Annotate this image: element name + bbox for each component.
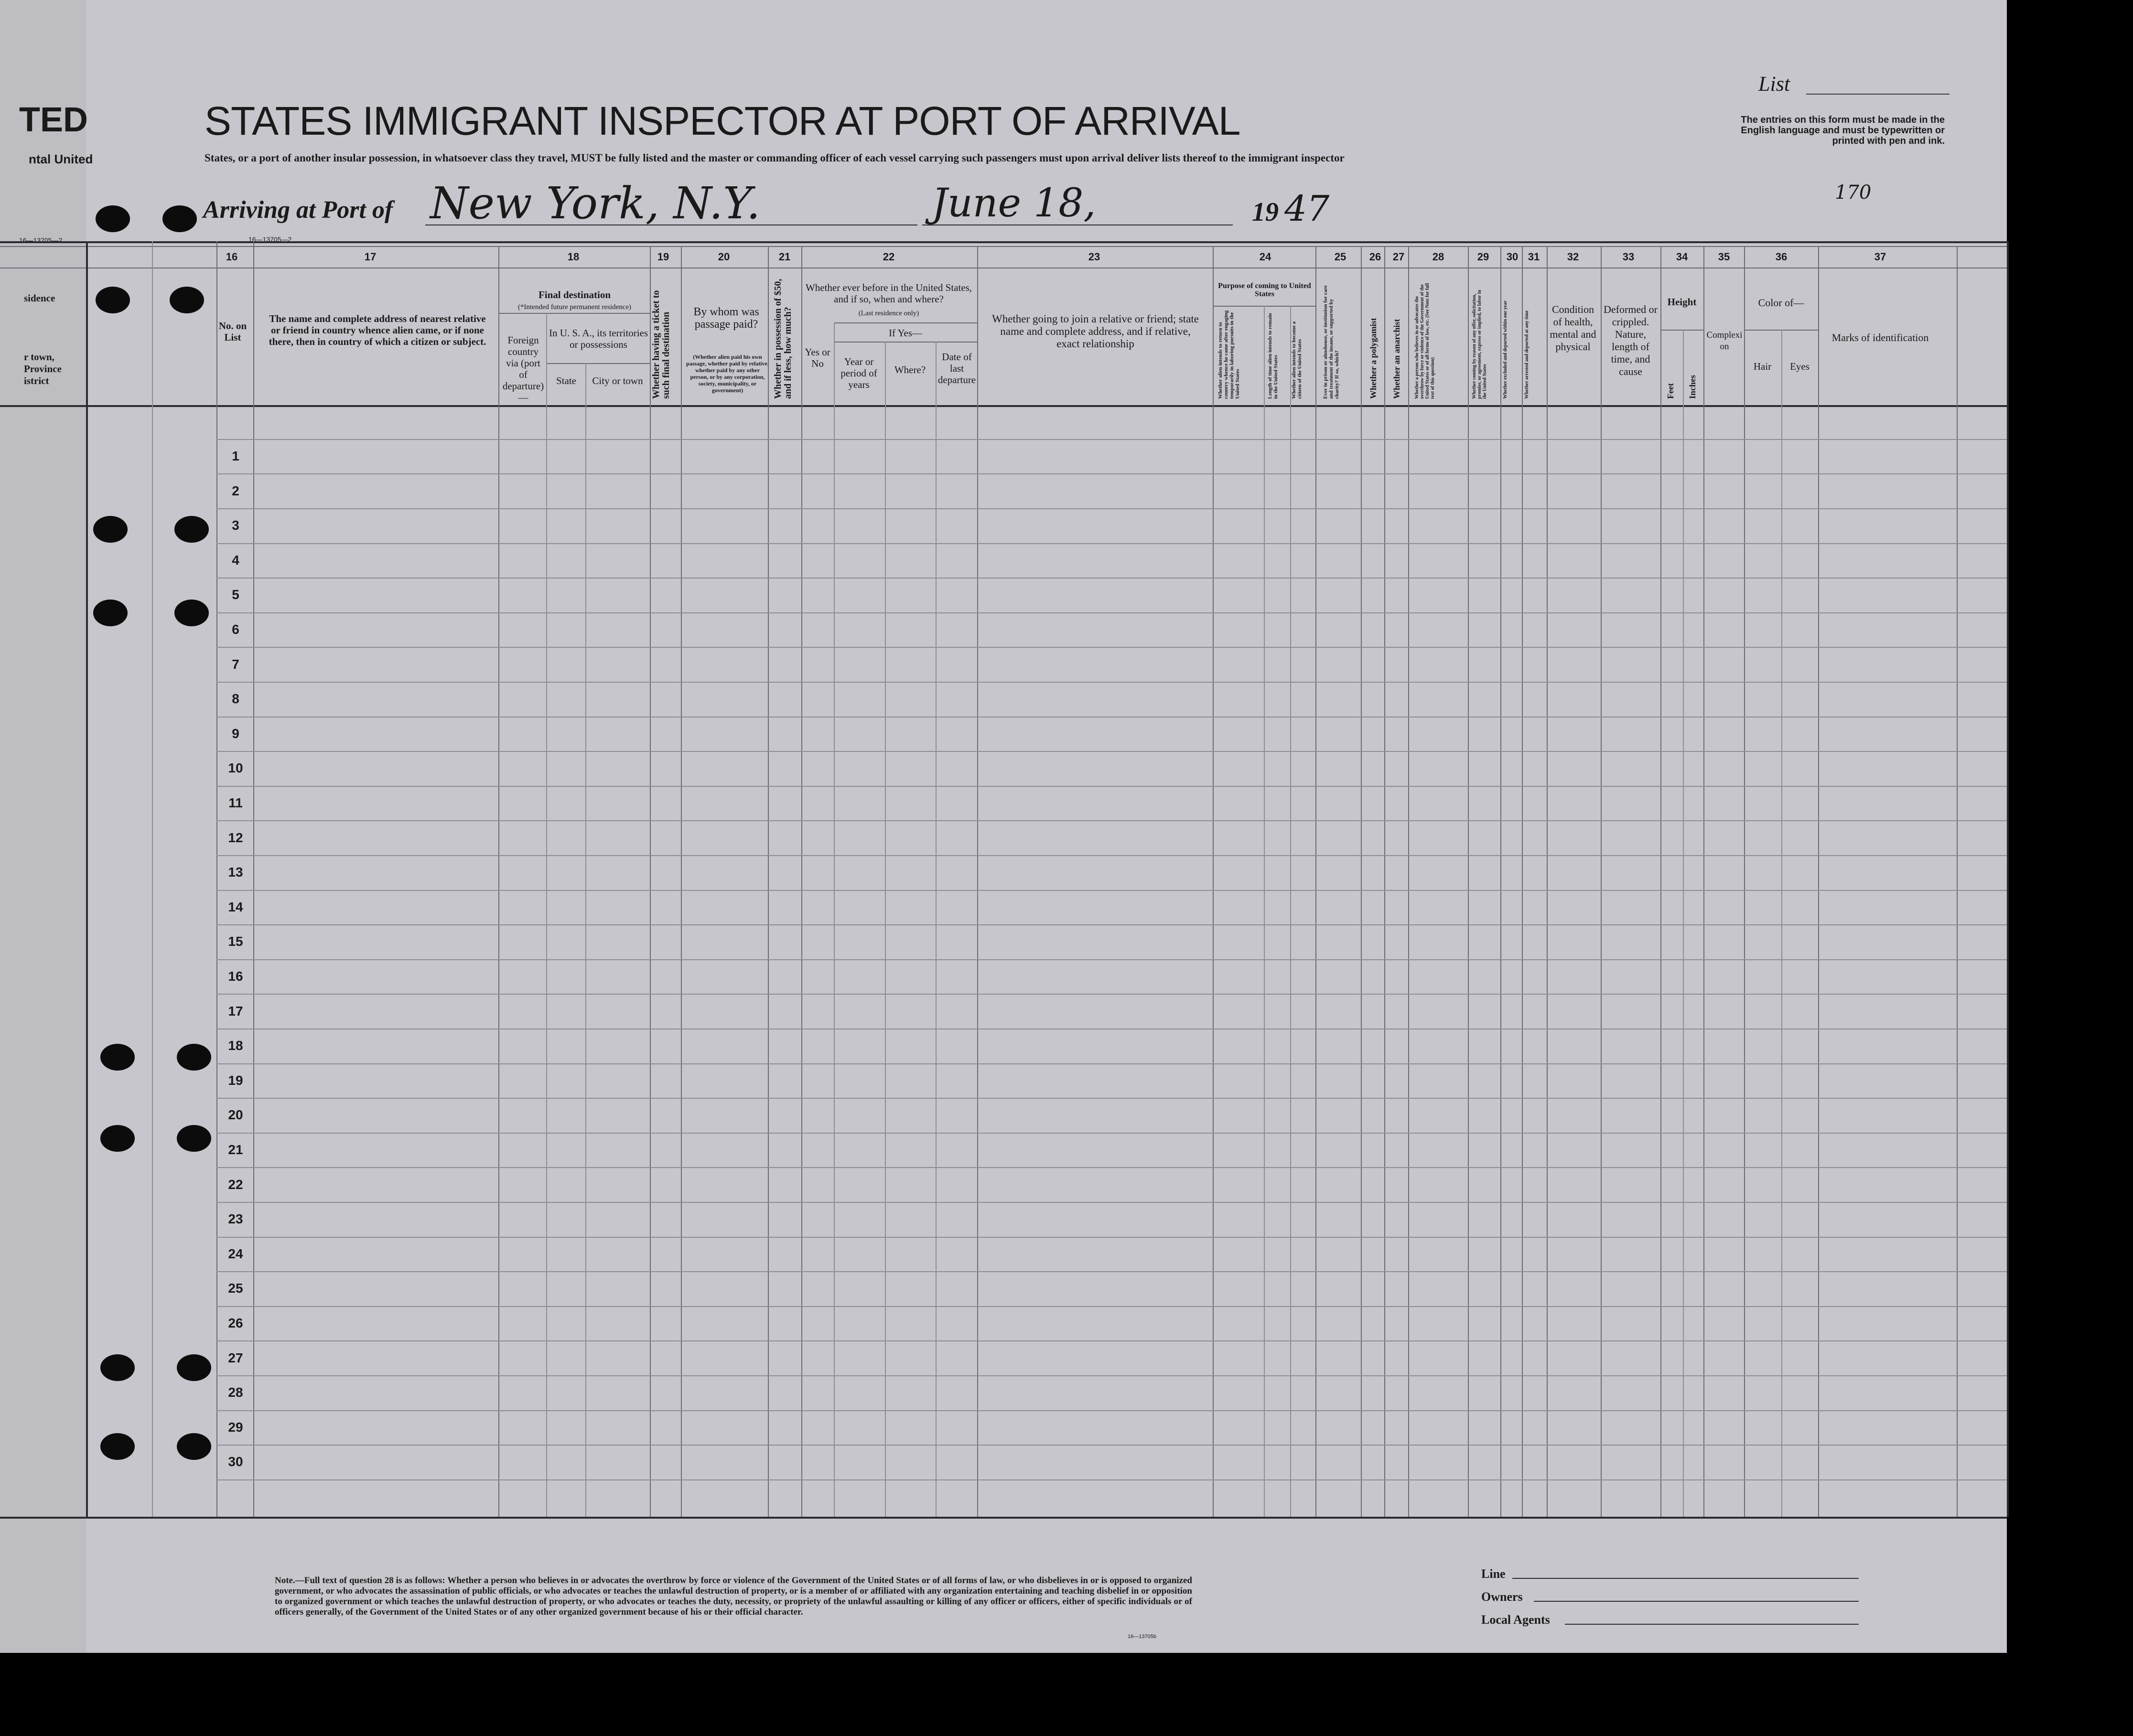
left-col-label-2: r town, — [24, 351, 54, 363]
punch-hole — [96, 205, 130, 232]
punch-hole — [93, 600, 128, 626]
col-header-36-eyes: Eyes — [1790, 361, 1810, 372]
row-rule — [216, 1306, 2007, 1307]
punch-hole — [100, 1433, 135, 1460]
column-rule — [1315, 246, 1316, 1517]
row-number: 19 — [228, 1073, 243, 1088]
col-num-24: 24 — [1259, 251, 1271, 263]
row-rule — [216, 959, 2007, 960]
partial-title: TED — [19, 101, 88, 139]
page-number: 170 — [1835, 182, 1872, 204]
row-number: 5 — [232, 587, 239, 602]
row-rule — [216, 647, 2007, 648]
punch-hole — [177, 1044, 211, 1071]
row-rule — [216, 820, 2007, 821]
column-rule — [650, 246, 651, 1517]
col-header-22-ifyes: If Yes— — [888, 327, 922, 339]
row-rule — [216, 439, 2007, 440]
col22-sub-rule-2 — [834, 342, 977, 343]
row-rule — [216, 543, 2007, 544]
col-num-17: 17 — [364, 251, 377, 263]
col-header-17: The name and complete address of nearest relative or friend in country whence alien came, or if none there, then in country of which a citizen or subject. — [269, 313, 486, 347]
row-rule — [216, 855, 2007, 856]
col-header-36-hair: Hair — [1753, 361, 1772, 372]
punch-hole — [177, 1433, 211, 1460]
row-number: 25 — [228, 1281, 243, 1296]
col-num-16: 16 — [226, 251, 238, 263]
row-rule — [216, 751, 2007, 752]
column-rule — [1703, 246, 1704, 1517]
row-rule — [216, 890, 2007, 891]
col-num-20: 20 — [718, 251, 730, 263]
column-rule — [1408, 246, 1409, 1517]
col-header-18-usa: In U. S. A., its territories or possessions — [549, 327, 648, 350]
col-num-22: 22 — [883, 251, 895, 263]
row-rule — [216, 578, 2007, 579]
col-num-27: 27 — [1392, 251, 1405, 263]
row-number: 26 — [228, 1316, 243, 1330]
row-rule — [216, 1271, 2007, 1272]
col-header-36: Color of— — [1758, 297, 1804, 309]
row-number: 7 — [232, 657, 239, 672]
row-number: 10 — [228, 761, 243, 775]
col-header-26: Whether a polygamist — [1368, 318, 1378, 399]
list-underline — [1806, 94, 1950, 95]
column-rule — [1213, 246, 1214, 1517]
punch-hole — [170, 287, 204, 313]
port-handwritten: New York, N.Y. — [430, 178, 761, 229]
page-title: STATES IMMIGRANT INSPECTOR AT PORT OF ARRIVAL — [205, 98, 1240, 143]
column-rule — [1547, 246, 1548, 1517]
punch-hole — [100, 1354, 135, 1381]
footer-note: Note.—Full text of question 28 is as follows: Whether a person who believes in or advocates the overthrow by force or violence of the Government of the United States or of all forms of law, or who disbelieves in or is opposed to organized government, or who advocates the assassination of public officials, or who advocates or teaches the unlawful destruction of property, or is a member of or affiliated with any organization entertaining and teaching disbelief in or opposition to organized government or which teaches the unlawful destruction of property, or who advocates or teaches the duty, necessity, or propriety of the unlawful assaulting or killing of any officer or officers, either of specific individuals or of officers generally, of the Government of the United States or of any other organized government because of his or their official character. — [275, 1575, 1192, 1617]
punch-hole — [93, 516, 128, 543]
agents-label: Local Agents — [1481, 1613, 1550, 1627]
row-rule — [216, 1237, 2007, 1238]
row-rule — [216, 994, 2007, 995]
row-number: 17 — [228, 1004, 243, 1018]
row-number: 3 — [232, 518, 239, 533]
col-header-16: No. on List — [218, 320, 247, 343]
column-rule — [1290, 306, 1291, 1517]
row-number: 29 — [228, 1420, 243, 1435]
row-rule — [216, 508, 2007, 509]
column-rule — [1361, 246, 1362, 1517]
column-rule — [216, 241, 217, 1517]
col-header-21: Whether in possession of $50, and if less, how much? — [773, 279, 793, 399]
col-header-20-note: (Whether alien paid his own passage, whether paid by relative, whether paid by any other person, or by any corporation, society, municipality, or government) — [686, 354, 769, 394]
row-rule — [216, 1063, 2007, 1064]
punch-hole — [100, 1044, 135, 1071]
column-rule — [1683, 330, 1684, 1517]
punch-hole — [174, 600, 209, 626]
col-header-27: Whether an anarchist — [1392, 319, 1401, 399]
col-header-25: Ever in prison or almshouse, or institution for care and treatment of the insane, or supported by charity? If so, which? — [1323, 285, 1340, 399]
col-num-28: 28 — [1432, 251, 1444, 263]
agents-underline — [1565, 1624, 1859, 1625]
row-rule — [216, 1479, 2007, 1480]
row-number: 14 — [228, 900, 243, 914]
column-rule — [1500, 246, 1501, 1517]
row-number: 1 — [232, 449, 239, 463]
row-number: 9 — [232, 726, 239, 741]
row-number: 2 — [232, 483, 239, 498]
line-label: Line — [1481, 1567, 1506, 1581]
col-num-25: 25 — [1334, 251, 1347, 263]
year-handwritten: 47 — [1284, 188, 1330, 229]
col-num-21: 21 — [778, 251, 791, 263]
instructions-note: The entries on this form must be made in the English language and must be typewritten or printed with pen and ink. — [1741, 115, 1945, 146]
col-num-32: 32 — [1567, 251, 1579, 263]
column-rule — [801, 246, 802, 1517]
row-number: 22 — [228, 1177, 243, 1192]
row-rule — [216, 717, 2007, 718]
left-col-label-1: sidence — [24, 292, 55, 304]
col-header-18-state: State — [556, 375, 576, 386]
col-header-22-departure: Date of last departure — [937, 351, 976, 386]
row-rule — [216, 612, 2007, 613]
row-rule — [216, 682, 2007, 683]
column-rule — [86, 241, 88, 1517]
table-top-rule-2 — [0, 246, 2007, 247]
col-num-18: 18 — [567, 251, 580, 263]
partial-subtitle: ntal United — [29, 152, 93, 166]
col-num-37: 37 — [1874, 251, 1886, 263]
col-header-34-inches: Inches — [1688, 375, 1697, 399]
column-rule — [977, 246, 978, 1517]
row-rule — [216, 1167, 2007, 1168]
col-header-23: Whether going to join a relative or friend; state name and complete address, and if relative, exact relationship — [991, 313, 1199, 350]
column-rule — [2007, 241, 2009, 1517]
date-handwritten: June 18, — [932, 181, 1096, 226]
punch-hole — [174, 516, 209, 543]
row-number: 21 — [228, 1142, 243, 1157]
footer-form-code: 16—13705b — [1128, 1634, 1156, 1640]
col-header-34: Height — [1667, 296, 1697, 308]
row-rule — [216, 1133, 2007, 1134]
row-number: 4 — [232, 553, 239, 568]
col-header-22: Whether ever before in the United States, and if so, when and where? — [805, 282, 972, 305]
col-header-22-where: Where? — [894, 364, 926, 375]
col-header-37: Marks of identification — [1831, 332, 1929, 343]
row-number: 6 — [232, 622, 239, 637]
col18-sub-rule — [499, 313, 650, 314]
col-header-30: Whether excluded and deported within one year — [1503, 300, 1508, 399]
sheet-main-area — [86, 0, 2007, 1653]
col-header-19: Whether having a ticket to such final destination — [651, 290, 671, 399]
column-rule — [1384, 246, 1385, 1517]
row-rule — [216, 1098, 2007, 1099]
column-rule — [1468, 246, 1469, 1517]
row-rule — [216, 924, 2007, 925]
col-header-24-citizen: Whether alien intends to become a citizen of the United States — [1291, 321, 1303, 399]
col22-sub-rule — [834, 322, 977, 323]
row-number: 23 — [228, 1211, 243, 1226]
column-rule — [585, 363, 586, 1517]
year-printed: 19 — [1252, 197, 1279, 227]
form-code-top: 16—13705—2 — [248, 236, 292, 243]
column-rule — [1522, 246, 1523, 1517]
row-number: 12 — [228, 830, 243, 845]
col-header-18-city: City or town — [592, 375, 643, 386]
row-number: 27 — [228, 1350, 243, 1365]
col-num-36: 36 — [1775, 251, 1788, 263]
col-header-18-foreign: Foreign country via (port of departure)— — [502, 334, 544, 403]
owners-underline — [1534, 1601, 1859, 1602]
col-header-32: Condition of health, mental and physical — [1550, 303, 1596, 353]
row-number: 20 — [228, 1107, 243, 1122]
header-bottom-rule — [0, 405, 2007, 407]
row-rule — [216, 1445, 2007, 1446]
column-rule — [1818, 246, 1819, 1517]
column-rule — [681, 246, 682, 1517]
col-header-29: Whether coming by reason of any offer, solicitation, promise, or agreement, express or implied, to labor in the United States — [1472, 289, 1487, 399]
col-num-34: 34 — [1676, 251, 1688, 263]
column-rule — [498, 246, 499, 1517]
row-number: 8 — [232, 691, 239, 706]
col-num-35: 35 — [1718, 251, 1730, 263]
col-num-29: 29 — [1477, 251, 1489, 263]
line-underline — [1512, 1578, 1859, 1579]
left-form-code: 16—13705—2 — [19, 236, 63, 244]
row-rule — [216, 473, 2007, 474]
column-rule — [253, 241, 254, 1517]
row-rule — [216, 786, 2007, 787]
col-header-31: Whether arrested and deported at any time — [1524, 310, 1530, 399]
col-num-19: 19 — [657, 251, 669, 263]
page-subtitle: States, or a port of another insular possession, in whatsoever class they travel, MUST be fully listed and the master or commanding officer of each vessel carrying such passengers must upon arrival deliver lists thereof to the immigrant inspector — [205, 152, 1345, 164]
col-header-18-note: (*Intended future permanent residence) — [518, 303, 631, 311]
punch-hole — [177, 1354, 211, 1381]
col-header-24: Purpose of coming to United States — [1218, 282, 1311, 298]
column-rule — [834, 322, 835, 1517]
col-header-22-note: (Last residence only) — [858, 310, 919, 317]
column-rule — [1601, 246, 1602, 1517]
row-rule — [216, 1410, 2007, 1411]
row-number: 28 — [228, 1385, 243, 1400]
punch-hole — [100, 1125, 135, 1152]
left-col-label-4: istrict — [24, 375, 49, 386]
column-rule — [1264, 306, 1265, 1517]
column-rule — [1957, 246, 1958, 1517]
col-header-33: Deformed or crippled. Nature, length of time, and cause — [1603, 303, 1658, 377]
row-rule — [216, 1375, 2007, 1376]
list-label: List — [1758, 72, 1790, 96]
table-bottom-rule — [0, 1517, 2007, 1519]
col34-sub-rule — [1660, 330, 1703, 331]
col-num-30: 30 — [1506, 251, 1519, 263]
col-header-20: By whom was passage paid? — [693, 306, 759, 331]
col-header-18: Final destination — [538, 289, 611, 300]
owners-label: Owners — [1481, 1590, 1523, 1604]
arriving-at-port-label: Arriving at Port of — [203, 196, 393, 224]
column-rule — [1744, 246, 1745, 1517]
col-header-22-yesno: Yes or No — [805, 346, 830, 369]
punch-hole — [96, 287, 130, 313]
col-num-33: 33 — [1622, 251, 1635, 263]
column-rule — [152, 241, 153, 1517]
col-header-28: Whether a person who believes in or advocates the overthrow by force or violence of the Government of the United States or of all forms of law, etc. (See Note for full text of this question) — [1414, 283, 1435, 399]
col18-sub-rule-2 — [546, 363, 650, 364]
col-num-31: 31 — [1528, 251, 1540, 263]
column-rule — [1781, 330, 1782, 1517]
row-number: 24 — [228, 1246, 243, 1261]
row-number: 30 — [228, 1454, 243, 1469]
left-col-label-3: Province — [24, 363, 62, 375]
row-number: 16 — [228, 969, 243, 984]
punch-hole — [162, 205, 197, 232]
column-rule — [768, 246, 769, 1517]
row-number: 13 — [228, 865, 243, 879]
col-num-23: 23 — [1088, 251, 1100, 263]
row-rule — [216, 1340, 2007, 1341]
col-header-24-length: Length of time alien intends to remain in the United States — [1267, 313, 1279, 399]
row-number: 11 — [228, 795, 243, 810]
row-rule — [216, 1202, 2007, 1203]
row-number: 18 — [228, 1038, 243, 1053]
col-header-34-feet: Feet — [1666, 383, 1675, 399]
column-rule — [1660, 246, 1661, 1517]
table-top-rule — [0, 241, 2007, 243]
col-header-24-return: Whether alien intends to return to country whence he came after engaging temporarily in laboring pursuits in the United States — [1217, 310, 1240, 399]
col-num-26: 26 — [1369, 251, 1381, 263]
col-header-35: Complexion — [1706, 330, 1743, 352]
col-header-22-year: Year or period of years — [840, 356, 877, 390]
punch-hole — [177, 1125, 211, 1152]
column-rule — [546, 313, 547, 1517]
row-number: 15 — [228, 934, 243, 949]
